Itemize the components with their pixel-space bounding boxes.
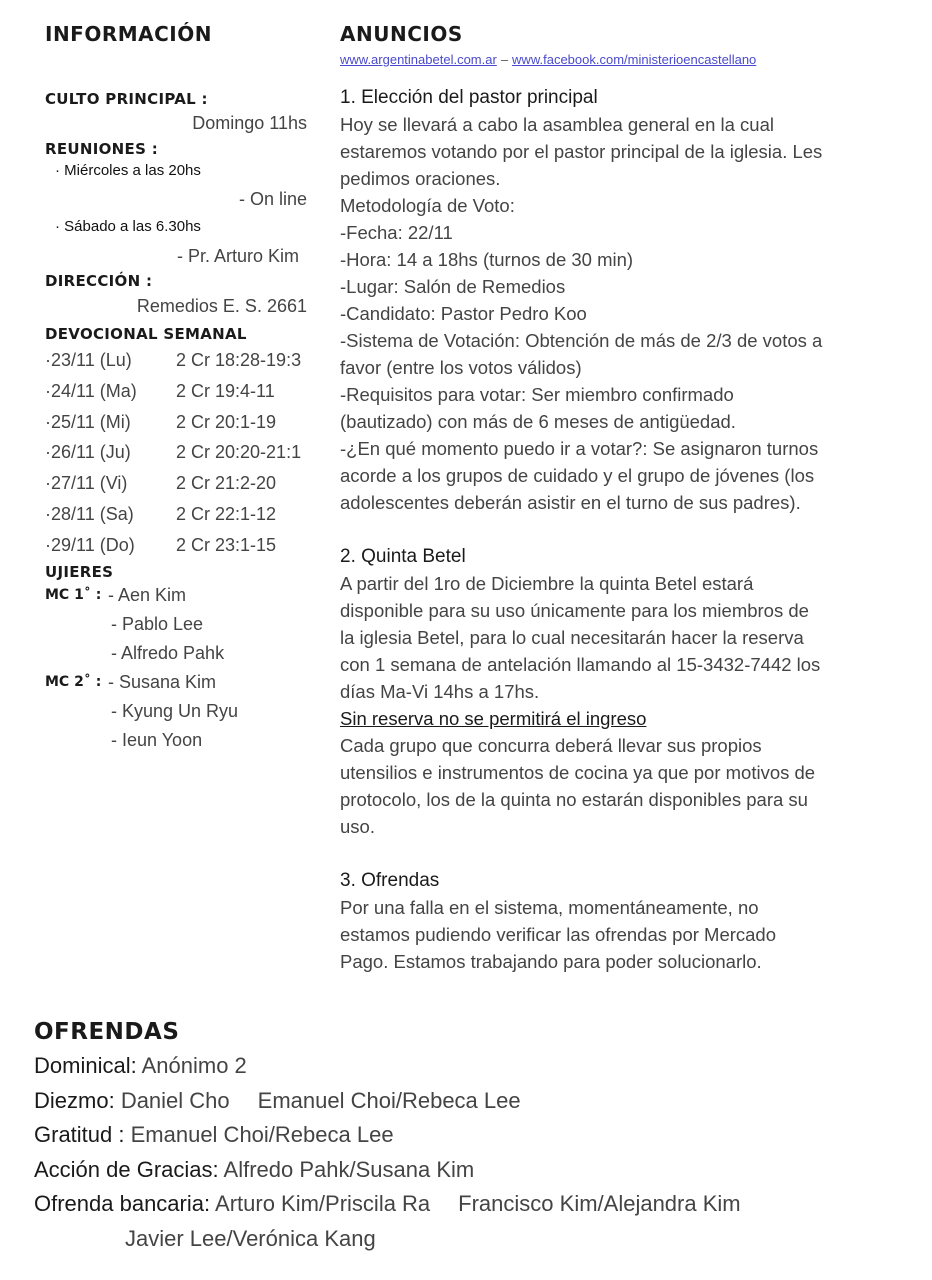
announcement-1-body: Hoy se llevará a cabo la asamblea general en la cual estaremos votando por el pastor principal de la iglesia. Les pedimos oraciones. Metodología de Voto: -Fecha: 22/11 -Hora: 14 a 18hs (turnos de 30 min) -Lugar: Salón de Remedios -Candidato: Pastor Pedro Koo -Sistema de Votación: Obtención de más de 2/3 de votos a favor (entre los votos válidos) -Requisitos para votar: Ser miembro confirmado (bautizado) con más de 6 meses de antigüedad. -¿En qué momento puedo ir a votar?: Se asignaron turnos acorde a los grupos de cuidado y el grupo de jóvenes (los adolescentes deberán asistir en el turno de sus padres). [340,114,823,513]
direccion-value: Remedios E. S. 2661 [136,296,307,316]
devocional-row: ·25/11 (Mi) 2 Cr 20:1-19 [45,411,277,432]
bancaria-row [34,1187,914,1222]
announcement-3-body: Por una falla en el sistema, momentáneamente, no estamos pudiendo verificar las ofrendas por Mercado Pago. Estamos trabajando para poder solucionarlo. [340,897,777,972]
culto-label: CULTO PRINCIPAL : [45,90,208,108]
mc1-name: - Alfredo Pahk [111,642,225,663]
mc2-row [45,668,307,697]
reuniones-label: REUNIONES : [45,140,158,158]
ofrendas-section [34,1015,914,1256]
devocional-row: ·29/11 (Do) 2 Cr 23:1-15 [45,534,277,555]
mc2-name: - Ieun Yoon [111,729,203,750]
bancaria-label: Ofrenda bancaria: [34,1191,211,1216]
diezmo-row [34,1084,914,1119]
links-line [340,52,900,70]
ujieres-label: UJIERES [45,562,114,581]
anuncios-title: ANUNCIOS [340,22,463,46]
devocional-row: ·28/11 (Sa) 2 Cr 22:1-12 [45,503,277,524]
mc1-row [45,581,307,610]
reunion-1: · Miércoles a las 20hs [55,162,201,179]
facebook-link[interactable]: www.facebook.com/ministerioencastellano [512,52,757,67]
devocional-row: ·24/11 (Ma) 2 Cr 19:4-11 [45,380,275,401]
gratitud-value: Emanuel Choi/Rebeca Lee [130,1122,394,1147]
devocional-label: DEVOCIONAL SEMANAL [45,325,247,343]
announcement-2-body: A partir del 1ro de Diciembre la quinta Betel estará disponible para su uso únicamente para los miembros de la iglesia Betel, para lo cual necesitarán hacer la reserva con 1 semana de antelación llamando al 15-3432-7442 los días Ma-Vi 14hs a 17hs. Sin reserva no se permitirá el ingreso Cada grupo que concurra deberá llevar sus propios utensilios e instrumentos de cocina ya que por motivos de protocolo, los de la quinta no estarán disponibles para su uso. [340,570,900,840]
reservation-warning: Sin reserva no se permitirá el ingreso [340,708,647,729]
announcement-2-title: 2. Quinta Betel [340,546,466,567]
bancaria-row-continued [34,1222,914,1257]
dominical-row [34,1049,914,1084]
reunion-2-detail: - Pr. Arturo Kim [176,246,299,266]
reunion-1-detail: - On line [238,189,307,209]
gratitud-row [34,1118,914,1153]
accion-label: Acción de Gracias: [34,1156,219,1182]
announcement-1-title: 1. Elección del pastor principal [340,87,598,108]
mc2-label: MC 2˚ : [45,673,102,690]
devocional-row: ·23/11 (Lu) 2 Cr 18:28-19:3 [45,350,302,370]
bancaria-value: Javier Lee/Verónica Kang [125,1225,376,1251]
devocional-row: ·26/11 (Ju) 2 Cr 20:20-21:1 [45,442,302,463]
ofrendas-title: OFRENDAS [34,1019,180,1045]
dominical-value: Anónimo 2 [141,1053,247,1078]
website-link[interactable]: www.argentinabetel.com.ar [340,52,497,67]
culto-value: Domingo 11hs [192,113,307,133]
mc2-name: - Susana Kim [108,671,217,692]
bancaria-value: Arturo Kim/Priscila Ra [215,1191,431,1216]
accion-row [34,1153,914,1188]
bancaria-value: Francisco Kim/Alejandra Kim [458,1191,741,1216]
direccion-label: DIRECCIÓN : [45,272,153,290]
devocional-row: ·27/11 (Vi) 2 Cr 21:2-20 [45,473,277,494]
info-title: INFORMACIÓN [45,22,212,46]
link-separator: – [500,52,509,67]
reunion-2: · Sábado a las 6.30hs [55,218,201,235]
mc2-name: - Kyung Un Ryu [111,700,239,721]
diezmo-value: Daniel Cho [120,1087,230,1113]
mc1-label: MC 1˚ : [45,586,102,603]
accion-value: Alfredo Pahk/Susana Kim [223,1156,475,1182]
devocional-list [45,345,307,561]
mc1-name: - Pablo Lee [111,613,204,634]
dominical-label: Dominical: [34,1053,137,1078]
anuncios-column [340,22,900,975]
mc1-name: - Aen Kim [108,584,187,605]
gratitud-label: Gratitud : [34,1122,125,1147]
info-column [45,22,307,755]
announcement-3-title: 3. Ofrendas [340,870,440,891]
diezmo-label: Diezmo: [34,1087,115,1113]
diezmo-value: Emanuel Choi/Rebeca Lee [257,1087,521,1113]
